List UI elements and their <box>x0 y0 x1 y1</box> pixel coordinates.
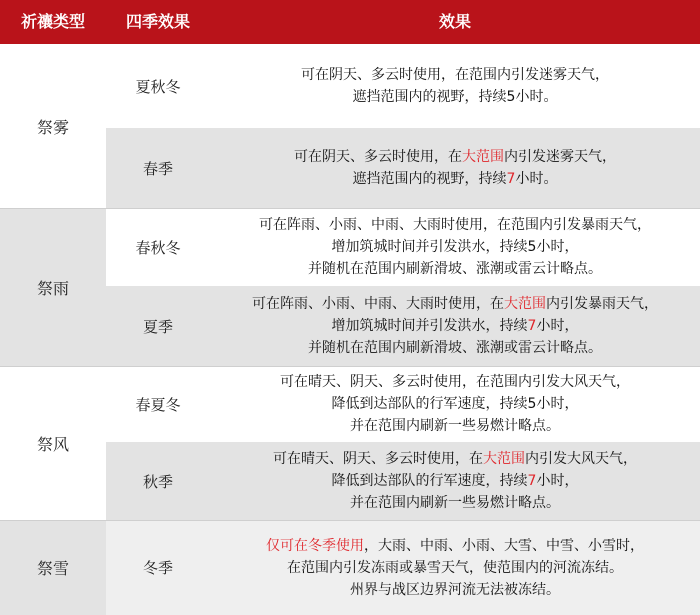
season-cell: 夏季 <box>142 317 173 336</box>
season-cell: 春季 <box>142 159 173 178</box>
type-cell: 祭雪 <box>0 520 106 615</box>
group-snow <box>0 520 700 615</box>
effect-cell <box>210 286 700 366</box>
header-type: 祈禳类型 <box>20 12 85 31</box>
group-fog <box>0 44 700 208</box>
header-season: 四季效果 <box>125 12 190 31</box>
effect-line: 降低到达部队的行军速度，持续5小时， <box>331 396 579 412</box>
effect-line: 可在晴天、阴天、多云时使用，在范围内引发大风天气， <box>280 374 630 390</box>
effect-line: 可在阴天、多云时使用，在大范围内引发迷雾天气， <box>294 149 616 165</box>
effect-line: 增加筑城时间并引发洪水，持续5小时， <box>331 239 579 255</box>
table-row <box>106 442 700 520</box>
effect-line: 遮挡范围内的视野，持续5小时。 <box>352 89 558 105</box>
effect-cell <box>210 520 700 615</box>
row-divider <box>0 520 700 521</box>
effect-line: 可在阵雨、小雨、中雨、大雨时使用，在范围内引发暴雨天气， <box>259 217 651 233</box>
effect-line: 增加筑城时间并引发洪水，持续7小时， <box>331 318 579 334</box>
table-row <box>106 286 700 366</box>
effect-line: 在范围内引发冻雨或暴雪天气，使范围内的河流冻结。 <box>287 559 623 576</box>
effect-line: 并随机在范围内刷新滑坡、涨潮或雷云计略点。 <box>308 340 602 356</box>
row-divider <box>0 208 700 209</box>
effect-cell <box>210 442 700 520</box>
effect-line: 并随机在范围内刷新滑坡、涨潮或雷云计略点。 <box>308 261 602 277</box>
season-cell: 春夏冬 <box>135 395 181 414</box>
season-cell: 冬季 <box>142 559 173 577</box>
season-cell: 夏秋冬 <box>135 77 181 96</box>
table-row <box>106 44 700 128</box>
effect-cell <box>210 128 700 208</box>
effect-line: 并在范围内刷新一些易燃计略点。 <box>350 495 560 511</box>
season-cell: 秋季 <box>142 472 173 491</box>
row-divider <box>0 366 700 367</box>
table-row <box>106 366 700 442</box>
effect-line: 可在阵雨、小雨、中雨、大雨时使用，在大范围内引发暴雨天气， <box>252 296 658 312</box>
effect-line: 遮挡范围内的视野，持续7小时。 <box>352 171 558 187</box>
effect-cell <box>210 44 700 128</box>
effect-line: 降低到达部队的行军速度，持续7小时， <box>331 473 579 489</box>
table-row <box>106 208 700 286</box>
type-cell: 祭雨 <box>0 208 106 366</box>
table-header <box>0 0 700 44</box>
type-cell: 祭风 <box>0 366 106 520</box>
effect-line: 州界与战区边界河流无法被冻结。 <box>350 581 560 598</box>
effect-line: 仅可在冬季使用，大雨、中雨、小雨、大雪、中雪、小雪时， <box>266 537 644 554</box>
group-rain <box>0 208 700 366</box>
group-wind <box>0 366 700 520</box>
type-cell: 祭雾 <box>0 44 106 208</box>
table-row <box>106 128 700 208</box>
effect-cell <box>210 366 700 442</box>
effect-cell <box>210 208 700 286</box>
table-row <box>106 520 700 615</box>
header-effect: 效果 <box>438 12 471 31</box>
effect-line: 可在晴天、阴天、多云时使用，在大范围内引发大风天气， <box>273 451 637 467</box>
season-cell: 春秋冬 <box>135 238 181 257</box>
effect-line: 可在阴天、多云时使用，在范围内引发迷雾天气， <box>301 67 609 83</box>
effect-line: 并在范围内刷新一些易燃计略点。 <box>350 418 560 434</box>
